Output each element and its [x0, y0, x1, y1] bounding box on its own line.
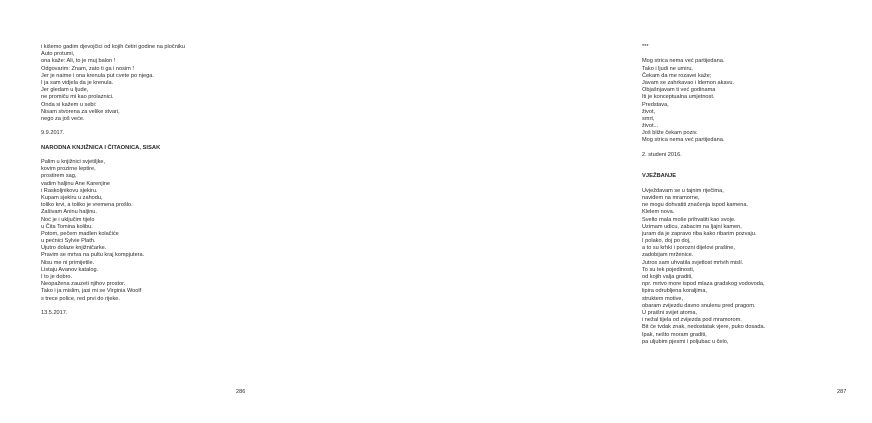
text-line: juram da je zapravo riba kako ribarim pozvaju. [642, 230, 757, 237]
left-page-number: 286 [236, 389, 246, 395]
text-line: pa uljubim pjesmi i poljubac u čelo, [642, 338, 729, 345]
text-line: s trece police, red prvi do rijeke. [41, 295, 120, 302]
text-line: Jutros sam uhvatila svjetlost mrtvih mislí. [642, 259, 744, 266]
text-line: nego za još veće. [41, 115, 85, 122]
text-line: 2. studeni 2016. [642, 151, 682, 158]
text-line: Javam se zahrkavao i ldemon akavu. [642, 79, 735, 86]
text-line: Tako i ljudi ne umiru. [642, 65, 693, 72]
text-line: Ipak, nešto moram graditi, [642, 331, 707, 338]
section-heading: VJEŽBANJE [642, 173, 677, 180]
text-line: Predstava, [642, 101, 669, 108]
section-heading: NARODNA KNJIŽNICA I ČITAONICA, SISAK [41, 144, 161, 151]
text-line: toliko krvi, a toliko je vremena prošlo. [41, 202, 133, 209]
text-line: ona kaže: Ali, to je muj balon ! [41, 58, 116, 65]
text-line: Mog strica nema već partijedana. [642, 137, 725, 144]
blank-line [642, 166, 872, 173]
text-line: Čekam da me rozavei kaže; [642, 72, 712, 79]
text-line: Mog strica nema već partijedana. [642, 58, 725, 65]
text-line: npr. mrtvo more ispod mlaza gradskog vodovoda, [642, 281, 765, 288]
text-line: Auto protumi, [41, 51, 75, 58]
text-line: ne mogu dohvatiti značenja ispod kamena. [642, 202, 749, 209]
text-line: Palim u knjižnici svjetiljke, [41, 159, 106, 165]
text-line: Još bliže čekam poziv. [642, 130, 698, 137]
text-line: ne promiču mi kao prolaznici. [41, 94, 114, 101]
text-line: Pravim se mrtva na pultu kraj kompjutera. [41, 252, 145, 259]
right-page [300, 0, 847, 423]
text-line: Objašnjavam ti već godinama [642, 87, 716, 94]
text-line: Listaju Avanov katalog. [41, 266, 99, 273]
text-line: vadim haljinu Ane Karenjine [41, 180, 111, 187]
text-line: život, [642, 108, 656, 115]
text-line: Svelto mala moše prihvatiti kao svoje. [642, 216, 736, 223]
text-line: od kojih valja graditi, [642, 274, 693, 280]
left-page [0, 0, 300, 423]
text-line: naviđem na mramorne, [642, 194, 700, 201]
text-line: zadobijam mrženice. [642, 252, 694, 259]
right-page-text [642, 44, 872, 346]
text-line: prostirem sag, [41, 173, 77, 180]
text-line: struktem motive, [642, 295, 684, 302]
text-line: u Čita Tomina kolibu. [41, 223, 93, 230]
text-line: Nisam stvorena za velike stvari, [41, 108, 120, 115]
text-line: Odgovarim: Znam, zato ti ga i nosim ! [41, 65, 134, 72]
text-line: smrt, [642, 115, 655, 122]
text-line: Kupam sjekiru u zahodu, [41, 194, 103, 201]
left-page-text [41, 44, 281, 317]
text-line: Klelem nova. [642, 209, 675, 216]
text-line: kovim prozirne leptire, [41, 166, 96, 173]
text-line: i Raskoljnikovu sjekiru. [41, 187, 98, 194]
blank-line [642, 145, 872, 152]
text-line: Bit će tvdak znak, nedostatak vjere, puko dosada. [642, 324, 766, 331]
text-line: 13.5.2017. [41, 309, 68, 316]
text-line: *** [642, 44, 649, 50]
text-line: Noć je i uključim tijelo [41, 216, 95, 223]
text-line: i kišemo gadim djevojčici od kojih četiri godine na pločniku [41, 44, 185, 50]
text-line: I to je dobro. [41, 274, 73, 280]
blank-line [41, 137, 281, 144]
blank-line [642, 51, 872, 58]
text-line: To su tek pojedinosti, [642, 266, 695, 273]
text-line: Uzimam udicu, zabacim na ljajni kamen, [642, 223, 742, 230]
text-line: I ja sam vidjela da je krenula. [41, 79, 114, 86]
text-line: Onda si kažem u sebi: [41, 101, 97, 108]
blank-line [41, 123, 281, 130]
text-line: obaram zvijezdu davno snulenu pred pragom. [642, 302, 756, 309]
blank-line [642, 159, 872, 166]
right-page-number: 287 [837, 389, 847, 395]
text-line: a to su krhki i porozni dijelovi prašine, [642, 245, 735, 252]
text-line: Iti je konceptualna umjetnost. [642, 94, 715, 101]
text-line: Neopažena zauzeti njihov prostor. [41, 281, 126, 288]
text-line: I polako, doj po doj, [642, 238, 691, 245]
text-line: Zašivam Aninu haljinu. [41, 209, 97, 216]
text-line: Uvježdavam se u tajnim riječima, [642, 187, 724, 194]
blank-line [41, 303, 281, 310]
text-line: u pećnici Sylvie Plath. [41, 238, 96, 245]
text-line: Jer je naime i ona krenula put cvete po njega. [41, 72, 154, 79]
text-line: 9.9.2017. [41, 130, 65, 137]
text-line: U praišni svijet atoma, [642, 309, 698, 316]
text-line: Potom, pečem madlen kolačiće [41, 230, 119, 237]
text-line: Jer gledam u ljude, [41, 87, 89, 94]
blank-line [41, 152, 281, 159]
text-line: Nisu me ni primijetile. [41, 259, 95, 266]
blank-line [642, 181, 872, 188]
text-line: Ujutro dolaze knjižničarke. [41, 245, 107, 252]
text-line: Tako i ja mislim, jasi mi se Virginia Woolf [41, 288, 142, 295]
text-line: život... [642, 123, 659, 130]
text-line: i nežal tijela od zvijezda pod mramorom. [642, 317, 742, 324]
text-line: lipira odrubljena koraljima, [642, 288, 707, 295]
